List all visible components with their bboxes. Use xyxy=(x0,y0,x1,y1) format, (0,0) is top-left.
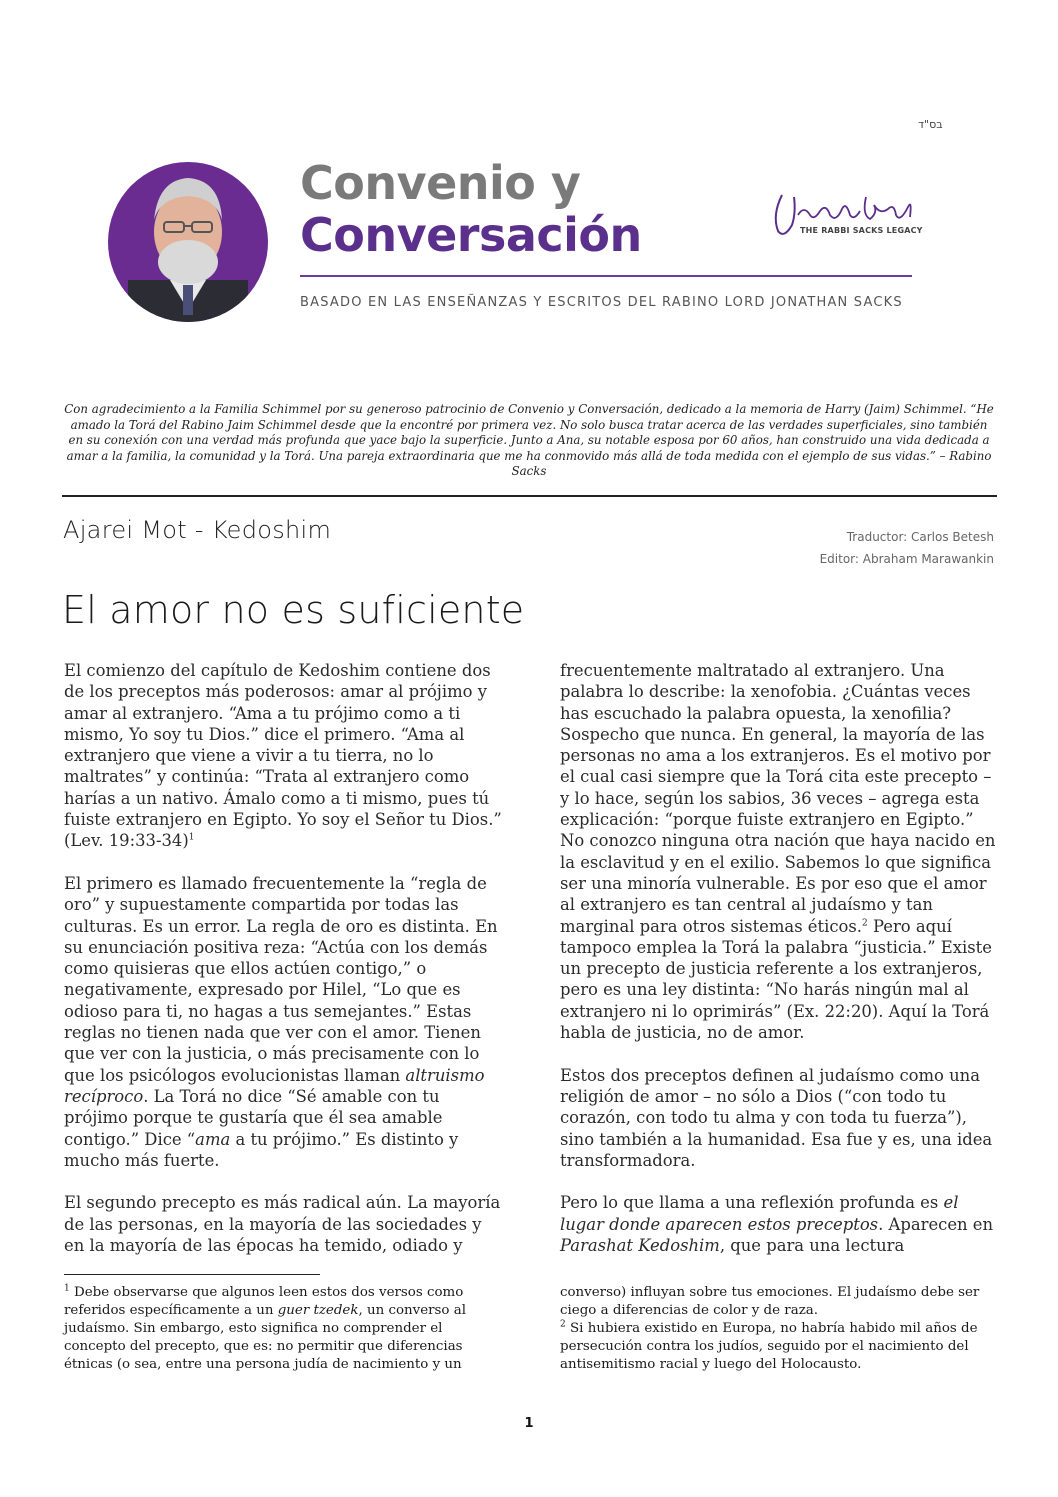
header-subtitle: BASADO EN LAS ENSEÑANZAS Y ESCRITOS DEL RABINO LORD JONATHAN SACKS xyxy=(300,295,903,310)
footnotes-column-2 xyxy=(560,1284,1000,1374)
article-headline: El amor no es suficiente xyxy=(62,588,525,632)
editor-credit: Editor: Abraham Marawankin xyxy=(819,552,994,566)
article-column-1 xyxy=(64,660,504,1256)
footnote-1-continued: converso) influyan sobre tus emociones. El judaísmo debe ser ciego a diferencias de color y de raza. xyxy=(560,1285,980,1318)
footnote-2: $^2$ Si hubiera existido en Europa, no habría habido mil años de persecución contra los judíos, seguido por el nacimiento del antisemitismo racial y luego del Holocausto. xyxy=(560,1319,978,1372)
article-column-2 xyxy=(560,660,1000,1256)
signature-text: Jonathan Sacks xyxy=(770,185,778,186)
dedication-divider xyxy=(62,495,997,497)
paragraph: El comienzo del capítulo de Kedoshim contiene dos de los preceptos más poderosos: amar al prójimo y amar al extranjero. “Ama a tu prójimo como a ti mismo, Yo soy tu Dios.” dice el primero. “Ama al extranjero que viene a vivir a tu tierra, no lo maltrates” y continúa: “Trata al extranjero como harías a un nativo. Ámalo como a ti mismo, pues tú fuiste extranjero en Egipto. Yo soy el Señor tu Dios.” (Lev. 19:33-34)$^1$ xyxy=(64,661,502,851)
footnote-divider xyxy=(64,1274,320,1275)
footnote-ref-2[interactable]: 2 xyxy=(862,918,868,929)
title-line-1: Convenio y xyxy=(300,156,581,210)
dedication-text: Con agradecimiento a la Familia Schimmel por su generoso patrocinio de Convenio y Conversación, dedicado a la memoria de Harry (Jaim) Schimmel. “He amado la Torá del Rabino Jaim Schimmel desde que la encontré por primera vez. No solo busca tratar acerca de las verdades superficiales, sino también en su conexión con una verdad más profunda que yace bajo la superficie. Junto a Ana, su notable esposa por 60 años, han construido una vida dedicada a amar a la familia, la comunidad y la Torá. Una pareja extraordinaria que me ha conmovido más allá de toda medida con el ejemplo de sus vidas.” – Rabino Sacks xyxy=(64,402,994,478)
parasha-name: Ajarei Mot - Kedoshim xyxy=(63,516,332,544)
header-divider xyxy=(300,275,912,277)
paragraph: El primero es llamado frecuentemente la “regla de oro” y supuestamente compartida por todas las culturas. Es un error. La regla de oro es distinta. En su enunciación positiva reza: “Actúa con los demás como quisieras que ellos actúen contigo,” o negativamente, expresado por Hilel, “Lo que es odioso para ti, no hagas a tus semejantes.” Estas reglas no tienen nada que ver con el amor. Tienen que ver con la justicia, o más precisamente con lo que los psicólogos evolucionistas llaman altruismo recíproco. La Torá no dice “Sé amable con tu prójimo porque te gustaría que él sea amable contigo.” Dice “ama a tu prójimo.” Es distinto y mucho más fuerte. xyxy=(64,873,498,1170)
paragraph: El segundo precepto es más radical aún. La mayoría de las personas, en la mayoría de las sociedades y en la mayoría de las épocas ha temido, odiado y xyxy=(64,1193,501,1256)
footnote-ref-1[interactable]: 1 xyxy=(188,832,195,843)
footnote-1: $^1$ Debe observarse que algunos leen estos dos versos como referidos específicamente a un guer tzedek, un converso al judaísmo. Sin embargo, esto significa no comprender el concepto del precepto, que es: no permitir que diferencias étnicas (o sea, entre una persona judía de nacimiento y un xyxy=(64,1283,467,1372)
rabbi-portrait xyxy=(108,150,274,322)
credits xyxy=(720,526,994,570)
paragraph: Pero lo que llama a una reflexión profunda es el lugar donde aparecen estos preceptos. Aparecen en Parashat Kedoshim, que para una lectura xyxy=(560,1193,994,1256)
paragraph: frecuentemente maltratado al extranjero. Una palabra lo describe: la xenofobia. ¿Cuántas veces has escuchado la palabra opuesta, la xenofilia? Sospecho que nunca. En general, la mayoría de las personas no ama a los extranjeros. Es el motivo por el cual casi siempre que la Torá cita este precepto – y lo hace, según los sabios, 36 veces – agrega esta explicación: “porque fuiste extranjero en Egipto.” No conozco ninguna otra nación que haya nacido en la esclavitud y en el exilio. Sabemos lo que significa ser una minoría vulnerable. Es por eso que el amor al extranjero es tan central al judaísmo y tan marginal para otros sistemas éticos.$^2$ Pero aquí tampoco emplea la Torá la palabra “justicia.” Existe un precepto de justicia referente a los extranjeros, pero es una ley distinta: “No harás ningún mal al extranjero ni lo oprimirás” (Ex. 22:20). Aquí la Torá habla de justicia, no de amor. xyxy=(560,661,996,1043)
bsd-mark: בס"ד xyxy=(918,118,943,131)
translator-credit: Traductor: Carlos Betesh xyxy=(846,530,994,544)
paragraph: Estos dos preceptos definen al judaísmo como una religión de amor – no sólo a Dios (“con todo tu corazón, con todo tu alma y con toda tu fuerza”), sino también a la humanidad. Esa fue y es, una idea transformadora. xyxy=(560,1065,993,1170)
page-number: 1 xyxy=(524,1416,534,1431)
title-line-2: Conversación xyxy=(300,208,642,262)
legacy-label: THE RABBI SACKS LEGACY xyxy=(800,226,923,235)
